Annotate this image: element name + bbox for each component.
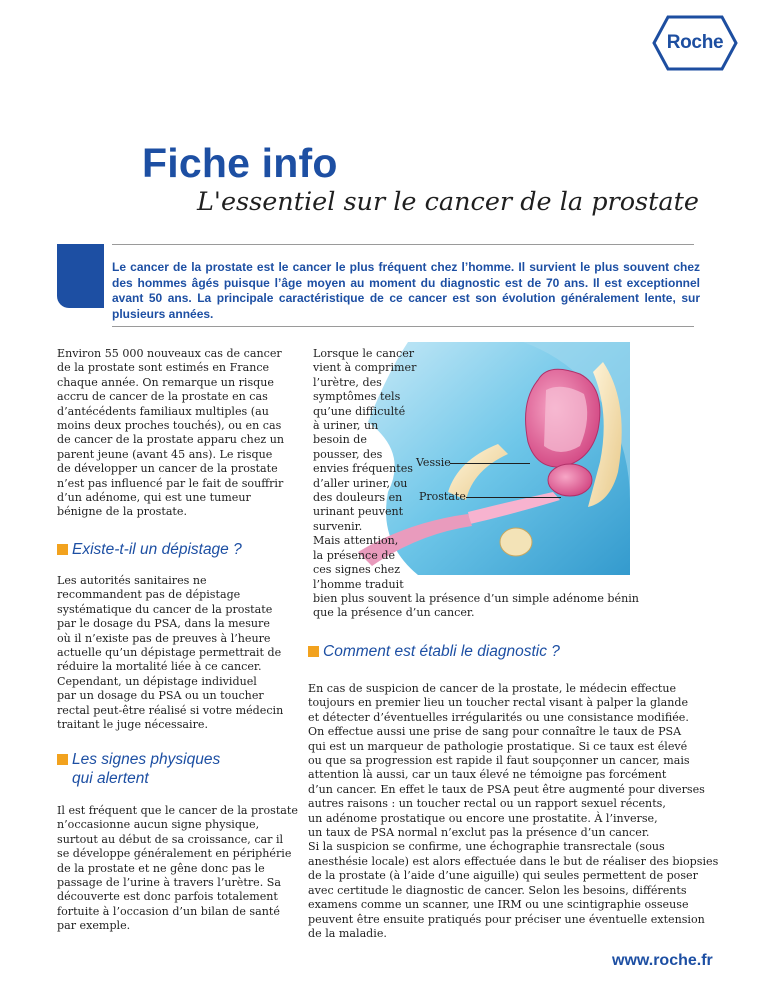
logo-text: Roche: [666, 32, 724, 53]
depistage-paragraph: [57, 574, 283, 732]
page-subtitle: L'essentiel sur le cancer de la prostate: [197, 187, 699, 217]
bullet-square-icon: [308, 646, 319, 657]
website-link[interactable]: www.roche.fr: [612, 952, 713, 969]
intro-line: de développer un cancer de la prostate: [57, 462, 278, 476]
diagnostic-line: peuvent être ensuite pratiqués pour préciser une éventuelle extension: [308, 912, 705, 926]
signes-heading: [57, 750, 220, 788]
intro-line: d’un adénome, qui est une tumeur: [57, 491, 251, 505]
diagnostic-heading: [308, 642, 560, 661]
diagnostic-line: et détecter d’éventuelles irrégularités ou une consistance modifiée.: [308, 710, 689, 724]
symptoms-line: l’urètre, des: [313, 375, 382, 389]
bullet-square-icon: [57, 544, 68, 555]
symptoms-line: envies fréquentes: [313, 462, 413, 476]
diagnostic-line: un taux de PSA normal n’exclut pas la présence d’un cancer.: [308, 826, 650, 840]
diagnostic-line: de la maladie.: [308, 926, 387, 940]
depistage-line: traitant le juge nécessaire.: [57, 718, 208, 732]
signes-line: par exemple.: [57, 919, 131, 933]
symptoms-line: ces signes chez: [313, 563, 401, 577]
diagnostic-line: anesthésie locale) est alors effectuée dans le but de réaliser des biopsies: [308, 854, 719, 868]
symptoms-line: la présence de: [313, 548, 396, 562]
signes-heading-line1: Les signes physiques: [72, 751, 221, 768]
intro-line: n’est pas influencé par le fait de souffrir: [57, 476, 284, 490]
diagnostic-paragraph: [308, 682, 718, 941]
page-title: Fiche info: [142, 140, 338, 186]
diagnostic-line: ou que sa progression est rapide il faut soupçonner un cancer, mais: [308, 754, 690, 768]
diagnostic-line: autres raisons : un toucher rectal ou un rapport sexuel récents,: [308, 797, 666, 811]
symptoms-line: qu’une difficulté: [313, 404, 406, 418]
diagnostic-line: un adénome prostatique ou encore une prostatite. À l’inverse,: [308, 811, 658, 825]
depistage-line: recommandent pas de dépistage: [57, 588, 241, 602]
depistage-line: par un dosage du PSA ou un toucher: [57, 689, 264, 703]
roche-logo: [652, 14, 738, 72]
depistage-line: rectal peut-être réalisé si votre médecin: [57, 703, 284, 717]
symptoms-line: Lorsque le cancer: [313, 347, 415, 360]
diagnostic-line: attention là aussi, car un taux élevé ne témoigne pas forcément: [308, 768, 667, 782]
lead-divider: [112, 326, 694, 327]
signes-line: de la prostate et ne gêne donc pas le: [57, 861, 265, 875]
intro-line: de la prostate sont estimés en France: [57, 361, 270, 375]
depistage-line: où il n’existe pas de preuves à l’heure: [57, 631, 271, 645]
signes-paragraph: [57, 804, 298, 934]
intro-line: Environ 55 000 nouveaux cas de cancer: [57, 347, 282, 360]
depistage-heading-text: Existe-t-il un dépistage ?: [72, 541, 242, 558]
diagnostic-line: examens comme un scanner, une IRM ou une scintigraphie osseuse: [308, 898, 689, 912]
signes-line: découverte est donc parfois totalement: [57, 890, 278, 904]
symptoms-line: l’homme traduit: [313, 577, 404, 591]
intro-line: parent jeune (avant 45 ans). Le risque: [57, 447, 273, 461]
diagnostic-line: toujours en premier lieu un toucher rectal visant à palper la glande: [308, 696, 689, 710]
signes-line: n’occasionne aucun signe physique,: [57, 818, 260, 832]
symptoms-line: pousser, des: [313, 447, 383, 461]
depistage-line: par le dosage du PSA, dans la mesure: [57, 617, 270, 631]
blue-tab-decoration: [57, 244, 104, 308]
diagnostic-heading-text: Comment est établi le diagnostic ?: [323, 643, 560, 660]
depistage-line: systématique du cancer de la prostate: [57, 602, 273, 616]
diagnostic-line: Si la suspicion se confirme, une échographie transrectale (sous: [308, 840, 665, 854]
intro-paragraph: [57, 347, 284, 520]
depistage-line: réduire la mortalité liée à ce cancer.: [57, 660, 262, 674]
label-prostate: Prostate: [419, 490, 466, 503]
header-divider: [112, 244, 694, 245]
intro-line: bénigne de la prostate.: [57, 505, 187, 519]
diagnostic-line: d’un cancer. En effet le taux de PSA peut être augmenté pour diverses: [308, 782, 705, 796]
signes-line: Il est fréquent que le cancer de la prostate: [57, 804, 298, 817]
symptoms-line: à uriner, un: [313, 419, 379, 433]
symptoms-line: urinant peuvent: [313, 505, 404, 519]
symptoms-line: symptômes tels: [313, 390, 401, 404]
lead-paragraph: Le cancer de la prostate est le cancer le plus fréquent chez l’homme. Il survient le plus souvent chez des hommes âgés puisque l’âge moyen au moment du diagnostic est de 70 ans. Il est exceptionnel avant 50 ans. La principale caractéristique de ce cancer est son évolution généralement lente, sur plusieurs années.: [112, 260, 700, 321]
signes-line: surtout au début de sa croissance, car il: [57, 832, 284, 846]
symptoms-line: survenir.: [313, 519, 363, 533]
signes-heading-line2: qui alertent: [72, 770, 149, 787]
diagnostic-line: avec certitude le diagnostic de cancer. Selon les besoins, différents: [308, 883, 687, 897]
signes-line: fortuite à l’occasion d’un bilan de santé: [57, 904, 280, 918]
intro-line: de cancer de la prostate apparu chez un: [57, 433, 285, 447]
signes-line: se développe généralement en périphérie: [57, 847, 292, 861]
diagnostic-line: de la prostate (à l’aide d’une aiguille) qui seules permettent de poser: [308, 869, 698, 883]
label-vessie: Vessie: [416, 456, 451, 469]
intro-line: chaque année. On remarque un risque: [57, 375, 274, 389]
symptoms-line: vient à comprimer: [313, 361, 417, 375]
symptoms-line: des douleurs en: [313, 491, 403, 505]
depistage-heading: [57, 540, 242, 559]
intro-line: moins deux proches touchés), ou en cas: [57, 419, 282, 433]
symptoms-line: bien plus souvent la présence d’un simple adénome bénin: [313, 591, 639, 605]
intro-line: accru de cancer de la prostate en cas: [57, 390, 268, 404]
symptoms-line: besoin de: [313, 433, 367, 447]
depistage-line: Les autorités sanitaires ne: [57, 574, 207, 587]
diagnostic-line: qui est un marqueur de pathologie prostatique. Si ce taux est élevé: [308, 739, 688, 753]
symptoms-line: Mais attention,: [313, 534, 399, 548]
signes-line: passage de l’urine à travers l’urètre. Sa: [57, 876, 281, 890]
depistage-line: actuelle qu’un dépistage permettrait de: [57, 646, 282, 660]
bullet-square-icon: [57, 754, 68, 765]
symptoms-line: d’aller uriner, ou: [313, 476, 408, 490]
symptoms-paragraph: [313, 347, 639, 621]
diagnostic-line: On effectue aussi une prise de sang pour connaître le taux de PSA: [308, 725, 682, 739]
symptoms-line: que la présence d’un cancer.: [313, 606, 475, 620]
intro-line: d’antécédents familiaux multiples (au: [57, 404, 269, 418]
diagnostic-line: En cas de suspicion de cancer de la prostate, le médecin effectue: [308, 682, 677, 695]
depistage-line: Cependant, un dépistage individuel: [57, 674, 257, 688]
